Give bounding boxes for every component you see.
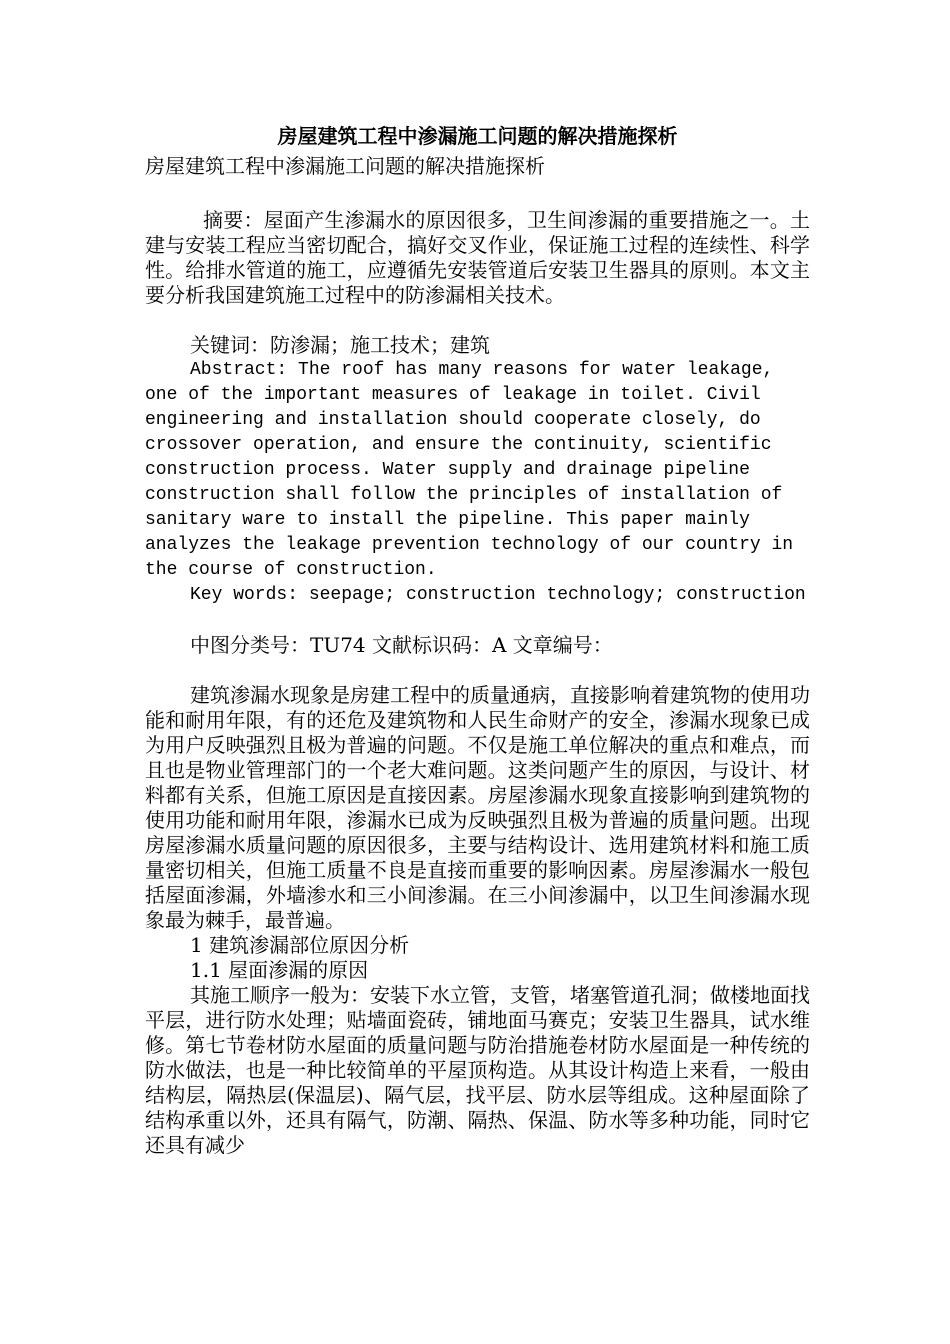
document-subtitle: 房屋建筑工程中渗漏施工问题的解决措施探析 <box>145 154 545 178</box>
spacer <box>145 658 810 683</box>
spacer <box>145 608 810 633</box>
keywords-en: Key words: seepage; construction technology; construction <box>190 585 806 605</box>
body-paragraph-2: 其施工顺序一般为：安装下水立管，支管，堵塞管道孔洞；做楼地面找平层，进行防水处理；贴墙面瓷砖，铺地面马赛克；安装卫生器具，试水维修。第七节卷材防水屋面的质量问题与防治措施卷材防水屋面是一种传统的防水做法，也是一种比较简单的平屋顶构造。从其设计构造上来看，一般由结构层，隔热层(保温层)、隔气层，找平层、防水层等组成。这种屋面除了结构承重以外，还具有隔气，防潮、隔热、保温、防水等多种功能，同时它还具有减少 <box>145 983 810 1157</box>
classification-line: 中图分类号：TU74 文献标识码：A 文章编号： <box>190 633 613 657</box>
section-heading-1: 1 建筑渗漏部位原因分析 <box>190 933 410 957</box>
document-title: 房屋建筑工程中渗漏施工问题的解决措施探析 <box>277 124 678 148</box>
document-page <box>145 120 810 1158</box>
keywords-cn: 关键词：防渗漏；施工技术；建筑 <box>190 333 490 357</box>
body-paragraph-1: 建筑渗漏水现象是房建工程中的质量通病，直接影响着建筑物的使用功能和耐用年限，有的还危及建筑物和人民生命财产的安全，渗漏水现象已成为用户反映强烈且极为普遍的问题。不仅是施工单位解决的重点和难点，而且也是物业管理部门的一个老大难问题。这类问题产生的原因，与设计、材料都有关系，但施工原因是直接因素。房屋渗漏水现象直接影响到建筑物的使用功能和耐用年限，渗漏水已成为反映强烈且极为普遍的质量问题。出现房屋渗漏水质量问题的原因很多，主要与结构设计、选用建筑材料和施工质量密切相关，但施工质量不良是直接而重要的影响因素。房屋渗漏水一般包括屋面渗漏，外墙渗水和三小间渗漏。在三小间渗漏中，以卫生间渗漏水现象最为棘手，最普遍。 <box>145 683 810 932</box>
abstract-en: Abstract: The roof has many reasons for water leakage, one of the important measures of leakage in toilet. Civil engineering and installation should cooperate closely, do crossover operation, and ensure the continuity, scientific construction process. Water supply and drainage pipeline construction shall follow the principles of installation of sanitary ware to install the pipeline. This paper mainly analyzes the leakage prevention technology of our country in the course of construction. <box>145 360 794 580</box>
section-heading-1-1: 1.1 屋面渗漏的原因 <box>190 958 369 982</box>
abstract-cn: 摘要：屋面产生渗漏水的原因很多，卫生间渗漏的重要措施之一。土建与安装工程应当密切配合，搞好交叉作业，保证施工过程的连续性、科学性。给排水管道的施工，应遵循先安装管道后安装卫生器具的原则。本文主要分析我国建筑施工过程中的防渗漏相关技术。 <box>145 208 810 307</box>
